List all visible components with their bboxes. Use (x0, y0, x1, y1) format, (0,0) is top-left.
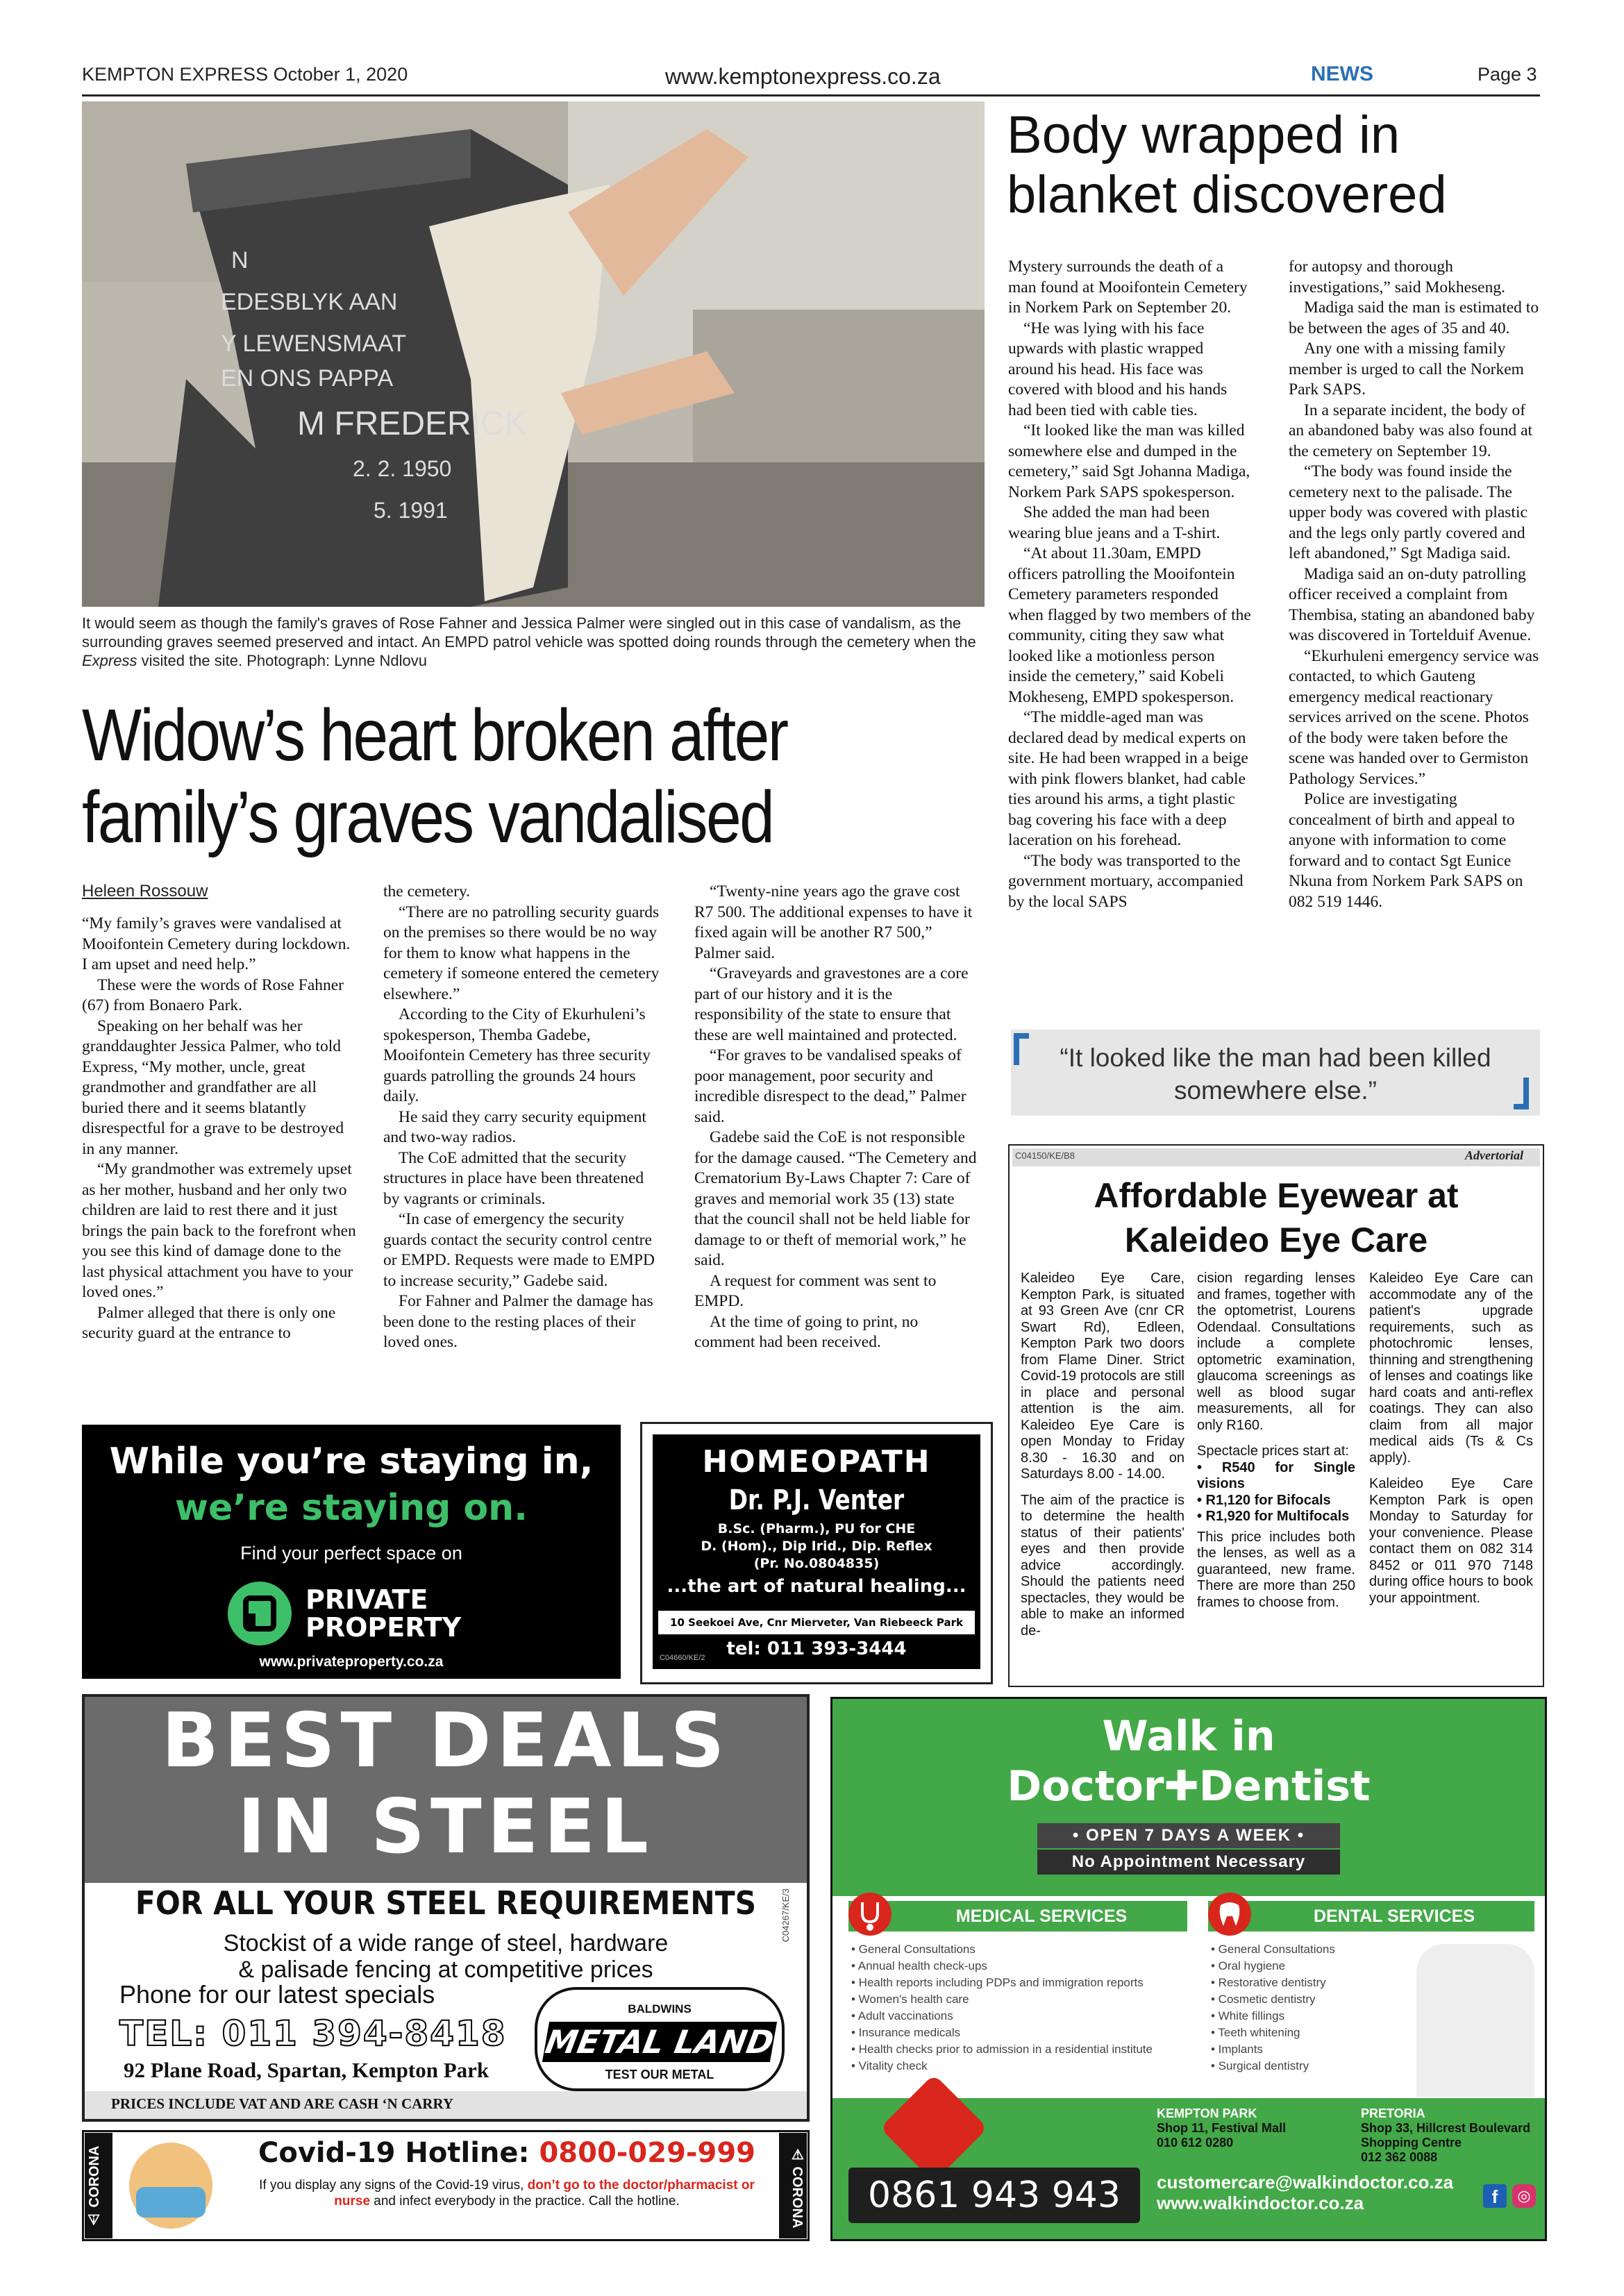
walkin-title-2: Doctor✚Dentist (1007, 1762, 1371, 1811)
homeopath-address: 10 Seekoei Ave, Cnr Mierveter, Van Riebeeck Park (658, 1611, 975, 1634)
dental-services-label: DENTAL SERVICES (1314, 1907, 1475, 1926)
walkin-contact (1157, 2172, 1453, 2213)
list-item: • Implants (1211, 2043, 1263, 2056)
list-item: • White fillings (1211, 2009, 1285, 2022)
homeopath-name: Dr. P.J. Venter (728, 1484, 905, 1516)
headstone-line: EN ONS PAPPA (221, 365, 394, 392)
photo-caption: It would seem as though the family's graves of Rose Fahner and Jessica Palmer were singled out in this case of vandalism, as the surrounding graves seemed preserved and intact. An EMPD patrol vehicle was spotted doing rounds through the cemetery when the Express visited the site. Photograph: Lynne Ndlovu (82, 614, 976, 669)
pp-brand-1: PRIVATE (305, 1584, 428, 1615)
side-story-col2: for autopsy and thorough investigations,” said Mokheseng. Madiga said the man is estimated to be between the ages of 35 and 40. Any one with a missing family member is urged to call the Norkem Park SAPS. In a separate incident, the body of an abandoned baby was also found at the cemetery on September 19. “The body was found inside the cemetery next to the palisade. The upper body was covered with plastic and the legs only partly covered and left abandoned,” Sgt Madiga said. Madiga said an on-duty patrolling officer received a complaint from Thembisa, stating an abandoned baby was discovered in Tortelduif Avenue. “Ekurhuleni emergency service was contacted, to which Gauteng emergency medical reactionary services arrived on the scene. Photos of the body were taken before the scene was handed over to Germiston Pathology Services.” Police are investigating concealment of birth and appeal to anyone with information to come forward and to contact Sgt Eunice Nkuna from Norkem Park SAPS on 082 519 1446. (1289, 258, 1539, 911)
metal-land-top: BALDWINS (628, 2002, 692, 2016)
facebook-icon[interactable]: f (1483, 2184, 1507, 2208)
list-item: • Restorative dentistry (1211, 1976, 1326, 1989)
advertorial-tag: Advertorial (1465, 1148, 1523, 1162)
covid-hotline-heading: Covid-19 Hotline: 0800-029-999 (258, 2137, 755, 2169)
headstone-line: 2. 2. 1950 (353, 456, 452, 481)
corona-side-label: ⚠ CORONA (87, 2145, 102, 2229)
list-item: • General Consultations (1211, 1943, 1335, 1956)
covid-hotline-text: If you display any signs of the Covid-19 virus, don’t go to the doctor/pharmacist or nurse and infect everybody in the practice. Call the hotline. (259, 2178, 755, 2209)
list-item: • Oral hygiene (1211, 1959, 1286, 1972)
stethoscope-glyph (848, 1893, 891, 1936)
headstone-line: Y LEWENSMAAT (221, 330, 407, 357)
homeopath-title: HOMEOPATH (702, 1444, 931, 1480)
pp-brand-2: PROPERTY (305, 1612, 462, 1643)
ad-code: C04660/KE/2 (660, 1654, 705, 1662)
walkin-title-1: Walk in (1102, 1712, 1275, 1761)
tooth-glyph (1208, 1893, 1251, 1936)
walkin-phone[interactable]: 0861 943 943 (848, 2168, 1140, 2223)
steel-phone-label: Phone for our latest specials (119, 1980, 435, 2009)
dental-services-list (1211, 1941, 1419, 2075)
pp-subline: Find your perfect space on (240, 1543, 462, 1564)
list-item: • General Consultations (851, 1943, 976, 1956)
eyewear-col2: cision regarding lenses and frames, together with the optometrist, Lourens Odendaal. Consultations include a complete optometric examination, glaucoma screenings as well as blood sugar measurements, all for only R160. Spectacle prices start at: • R540 for Single visions • R1,120 for Bifocals • R1,920 for Multifocals This price includes both the lenses, as well as a guaranteed, new frame. There are more than 250 frames to choose from. (1197, 1271, 1355, 1610)
headstone-line: 5. 1991 (374, 498, 448, 523)
steel-headline: BEST DEALS IN STEEL (161, 1698, 730, 1870)
eyewear-col1: Kaleideo Eye Care, Kempton Park, is situated at 93 Green Ave (cnr CR Swart Rd), Edleen, Kempton Park two doors from Flame Diner. Strict Covid-19 protocols are still in place and personal attention is the aim. Kaleideo Eye Care is open Monday to Friday 8.30 - 16.30 and on Saturdays 8.00 - 14.00. The aim of the practice is to determine the health status of their patients' eyes and then provide advice accordingly. Should the patients need spectacles, they would be able to make an informed de- (1021, 1271, 1184, 1639)
website-url[interactable]: www.kemptonexpress.co.za (665, 64, 941, 89)
pp-logo-mark (228, 1582, 292, 1645)
list-item: • Annual health check-ups (851, 1959, 987, 1972)
pull-quote: “It looked like the man had been killed somewhere else.” (1060, 1044, 1491, 1105)
headstone-line: M FREDERICK (297, 405, 527, 442)
kempton-park-branch: KEMPTON PARK Shop 11, Festival Mall 010 612 0280 (1157, 2106, 1287, 2150)
header-rule (82, 94, 1540, 97)
walkin-email[interactable]: customercare@walkindoctor.co.za (1157, 2172, 1454, 2193)
steel-footer: PRICES INCLUDE VAT AND ARE CASH ‘N CARRY (111, 2095, 454, 2112)
steel-subheadline: FOR ALL YOUR STEEL REQUIREMENTS (135, 1884, 757, 1922)
walkin-no-appointment: No Appointment Necessary (1037, 1850, 1340, 1875)
main-story-col2: the cemetery. “There are no patrolling security guards on the premises so there would be no way for them to know what happens in the cemetery if someone entered the cemetery elsewhere.” According to the City of Ekurhuleni’s spokesperson, Themba Gadebe, Mooifontein Cemetery has three security guards patrolling the grounds 24 hours daily. He said they carry security equipment and two-way radios. The CoE admitted that the security structures in place have been threatened by vagrants or criminals. “In case of emergency the security guards contact the security control centre or EMPD. Requests were made to EMPD to increase security,” Gadebe said. For Fahner and Palmer the damage has been done to the resting places of their loved ones. (383, 882, 660, 1351)
pp-headline-1: While you’re staying in, (109, 1441, 594, 1482)
ad-code: C04150/KE/B8 (1015, 1150, 1075, 1161)
list-item: • Health checks prior to admission in a residential institute (851, 2043, 1153, 2056)
side-story-col1: Mystery surrounds the death of a man found at Mooifontein Cemetery in Norkem Park on September 20. “He was lying with his face upwards with plastic wrapped around his head. His face was covered with blood and his hands had been tied with cable ties. “It looked like the man was killed somewhere else and dumped in the cemetery,” said Sgt Johanna Madiga, Norkem Park SAPS spokesperson. She added the man had been wearing blue jeans and a T-shirt. “At about 11.30am, EMPD officers patrolling the Mooifontein Cemetery parameters responded when flagged by two members of the community, citing they saw what looked like a motionless person inside the cemetery,” said Kobeli Mokheseng, EMPD spokesperson. “The middle-aged man was declared dead by medical experts on site. He had been wrapped in a beige with pink flowers blanket, had cable ties around his arms, a tight plastic bag covering his face with a deep laceration on his forehead. “The body was transported to the government mortuary, accompanied by the local SAPS (1008, 258, 1251, 911)
section-label: NEWS (1311, 62, 1373, 85)
metal-land-brand: METAL LAND (542, 2023, 777, 2061)
list-item: • Cosmetic dentistry (1211, 1993, 1316, 2006)
corona-side-label: ⚠ CORONA (789, 2145, 805, 2229)
walkin-open-banner: • OPEN 7 DAYS A WEEK • (1037, 1823, 1340, 1848)
homeopath-phone[interactable]: tel: 011 393-3444 (726, 1639, 907, 1659)
eyewear-col3: Kaleideo Eye Care can accommodate any of the patient's upgrade requirements, such as photochromic lenses, thinning and strengthening of lenses and coatings like hard coats and anti-reflex coatings. They can also claim from all major medical aids (Ts & Cs apply). Kaleideo Eye Care Kempton Park is open Monday to Saturday for your convenience. Please contact them on 082 314 8452 or 011 970 7148 during office hours to book your appointment. (1369, 1271, 1533, 1606)
side-headline: Body wrapped in blanket discovered (1007, 106, 1447, 224)
pp-url[interactable]: www.privateproperty.co.za (259, 1654, 444, 1670)
steel-phone[interactable]: TEL: 011 394-8418 (119, 2013, 507, 2054)
advertorial-bar (1012, 1148, 1540, 1166)
page-number: Page 3 (1477, 64, 1537, 85)
mask-icon (136, 2187, 206, 2218)
pretoria-branch: PRETORIA Shop 33, Hillcrest Boulevard Shopping Centre 012 362 0088 (1361, 2106, 1531, 2164)
tooth-icon (1208, 1893, 1251, 1936)
main-headline: Widow’s heart broken after family’s graves vandalised (82, 694, 787, 858)
homeopath-qualifications: B.Sc. (Pharm.), PU for CHE D. (Hom)., Dip Irid., Dip. Reflex (Pr. No.0804835) (701, 1521, 932, 1571)
pp-headline-2: we’re staying on. (175, 1487, 528, 1529)
main-story-col1: “My family’s graves were vandalised at Mooifontein Cemetery during lockdown. I am upset and need help.” These were the words of Rose Fahner (67) from Bonaero Park. Speaking on her behalf was her granddaughter Jessica Palmer, who told Express, “My mother, uncle, great grandmother and grandfather are all buried there and it seems blatantly disrespectful for a grave to be destroyed in any manner. “My grandmother was extremely upset as her mother, husband and her only two children are laid to rest there and it just brings the pain back to the forefront when you see this kind of damage done to the last physical attachment you have to your loved ones.” Palmer alleged that there is only one security guard at the entrance to (82, 914, 356, 1342)
list-item: • Teeth whitening (1211, 2026, 1300, 2039)
main-story-col3: “Twenty-nine years ago the grave cost R7 500. The additional expenses to have it fixed again will be another R7 500,” Palmer said. “Graveyards and gravestones are a core part of our history and it is the responsibility of the state to ensure that these are well maintained and protected. “For graves to be vandalised speaks of poor management, poor security and incredible disrespect to the dead,” Palmer said. Gadebe said the CoE is not responsible for the damage caused. “The Cemetery and Crematorium By-Laws Chapter 7: Care of graves and memorial work 35 (13) state that the council shall not be held liable for damage to or theft of memorial work,” he said. A request for comment was sent to EMPD. At the time of going to print, no comment had been received. (694, 882, 977, 1351)
walkin-website[interactable]: www.walkindoctor.co.za (1157, 2193, 1364, 2213)
medical-services-label: MEDICAL SERVICES (955, 1907, 1128, 1926)
instagram-icon[interactable]: ◎ (1512, 2184, 1536, 2208)
list-item: • Adult vaccinations (851, 2009, 953, 2022)
steel-address: 92 Plane Road, Spartan, Kempton Park (124, 2058, 489, 2082)
headstone-line: EDESBLYK AAN (221, 289, 398, 315)
medical-services-list (851, 1941, 1198, 2075)
list-item: • Health reports including PDPs and immigration reports (851, 1976, 1144, 1989)
list-item: • Insurance medicals (851, 2026, 961, 2039)
doctor-photo (1416, 1944, 1534, 2097)
pp-logo-icon (228, 1582, 292, 1645)
list-item: • Women's health care (851, 1993, 969, 2006)
ad-code: C04267/KE/3 (780, 1888, 791, 1943)
homeopath-tagline: ...the art of natural healing... (667, 1576, 966, 1597)
list-item: • Surgical dentistry (1211, 2059, 1309, 2072)
list-item: • Vitality check (851, 2059, 928, 2072)
headstone-line: N (231, 247, 249, 274)
covid-hotline-number[interactable]: 0800-029-999 (539, 2137, 755, 2169)
advertorial-title: Affordable Eyewear at Kaleideo Eye Care (1094, 1176, 1459, 1259)
steel-text: Stockist of a wide range of steel, hardware & palisade fencing at competitive prices (223, 1930, 669, 1983)
grave-photo (82, 101, 985, 607)
metal-land-tag: TEST OUR METAL (605, 2068, 714, 2081)
stethoscope-icon (848, 1893, 891, 1936)
publication-date: KEMPTON EXPRESS October 1, 2020 (82, 64, 408, 85)
grave-photo-illustration (82, 101, 985, 607)
byline: Heleen Rossouw (82, 882, 208, 900)
